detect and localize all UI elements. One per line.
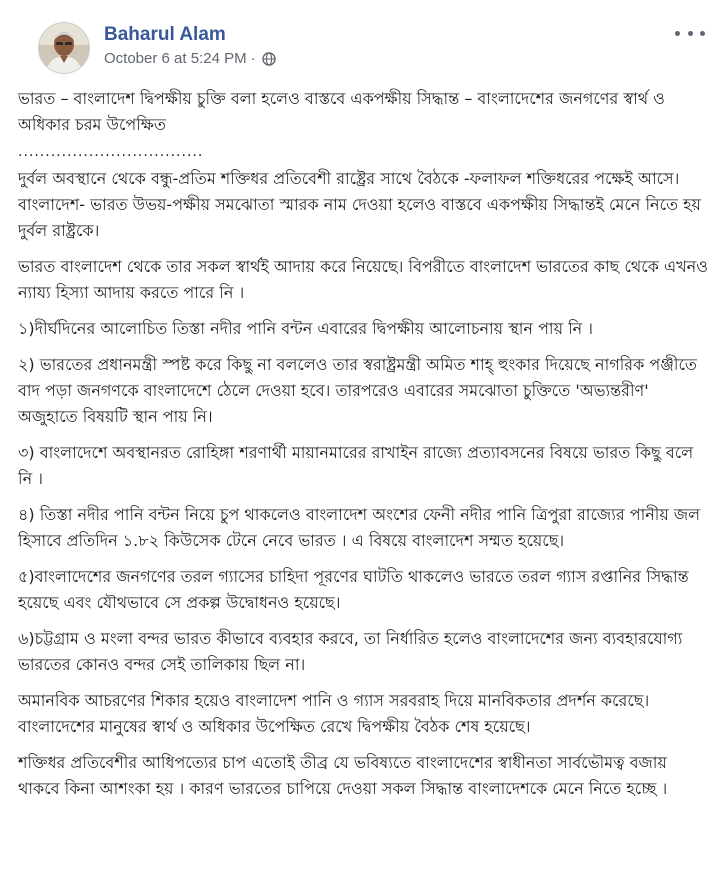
avatar-portrait-icon: [39, 23, 89, 73]
post-header: [18, 0, 711, 80]
post-title: ভারত – বাংলাদেশ দ্বিপক্ষীয় চুক্তি বলা হলেও বাস্তবে একপক্ষীয় সিদ্ধান্ত – বাংলাদেশের জনগণের স্বার্থ ও অধিকার চরম উপেক্ষিত: [18, 89, 665, 134]
paragraph-point-3: ৩) বাংলাদেশে অবস্থানরত রোহিঙ্গা শরণার্থী মায়ানমারের রাখাইন রাজ্যে প্রত্যাবসনের বিষয়ে ভারত কিছু বলে নি ।: [18, 443, 694, 488]
ellipsis-icon: [688, 31, 693, 36]
author-avatar[interactable]: [38, 22, 90, 74]
more-options-button[interactable]: [675, 24, 705, 42]
paragraph-point-5: ৫)বাংলাদেশের জনগণের তরল গ্যাসের চাহিদা পূরণের ঘাটতি থাকলেও ভারতে তরল গ্যাস রপ্তানির সিদ্ধান্ত হয়েছে এবং যৌথভাবে সে প্রকল্প উদ্বোধনও হয়েছে।: [18, 567, 689, 612]
ellipsis-icon: [675, 31, 680, 36]
meta-separator: ·: [250, 50, 256, 67]
paragraph-conclusion-2: শক্তিধর প্রতিবেশীর আধিপত্যের চাপ এতোই তীব্র যে ভবিষ্যতে বাংলাদেশের স্বাধীনতা সার্বভৌমত্ব বজায় থাকবে কিনা আশংকা হয় । কারণ ভারতের চাপিয়ে দেওয়া সকল সিদ্ধান্ত বাংলাদেশকে মেনে নিতে হচ্ছে ।: [18, 753, 668, 798]
dotted-separator: ..................................: [18, 144, 204, 160]
globe-icon[interactable]: [262, 52, 276, 66]
paragraph-point-6: ৬)চট্টগ্রাম ও মংলা বন্দর ভারত কীভাবে ব্যবহার করবে, তা নির্ধারিত হলেও বাংলাদেশের জন্য ব্যবহারযোগ্য ভারতের কোনও বন্দর সেই তালিকায় ছিল না।: [18, 629, 683, 674]
post-body: [18, 80, 711, 802]
paragraph-summary: ভারত বাংলাদেশ থেকে তার সকল স্বার্থই আদায় করে নিয়েছে। বিপরীতে বাংলাদেশ ভারতের কাছ থেকে এখনও ন্যায্য হিস্যা আদায় করতে পারে নি ।: [18, 257, 708, 302]
paragraph-point-4: ৪) তিস্তা নদীর পানি বন্টন নিয়ে চুপ থাকলেও বাংলাদেশ অংশের ফেনী নদীর পানি ত্রিপুরা রাজ্যের পানীয় জল হিসাবে প্রতিদিন ১.৮২ কিউসেক টেনে নেবে ভারত । এ বিষয়ে বাংলাদেশ সম্মত হয়েছে।: [18, 505, 701, 550]
paragraph-intro: দুর্বল অবস্থানে থেকে বন্ধু-প্রতিম শক্তিধর প্রতিবেশী রাষ্ট্রের সাথে বৈঠকে ‐ফলাফল শক্তিধরের পক্ষেই আসে। বাংলাদেশ- ভারত উভয়-পক্ষীয় সমঝোতা স্মারক নাম দেওয়া হলেও বাস্তবে একপক্ষীয় সিদ্ধান্তই মেনে নিতে হয় দুর্বল রাষ্ট্রকে।: [18, 169, 701, 240]
paragraph-conclusion-1: অমানবিক আচরণের শিকার হয়েও বাংলাদেশ পানি ও গ্যাস সরবরাহ দিয়ে মানবিকতার প্রদর্শন করেছে। বাংলাদেশের মানুষের স্বার্থ ও অধিকার উপেক্ষিত রেখে দ্বিপক্ষীয় বৈঠক শেষ হয়েছে।: [18, 691, 650, 736]
post-timestamp[interactable]: October 6 at 5:24 PM: [104, 50, 247, 67]
ellipsis-icon: [700, 31, 705, 36]
post-meta: [104, 50, 276, 67]
paragraph-point-2: ২) ভারতের প্রধানমন্ত্রী স্পষ্ট করে কিছু না বললেও তার স্বরাষ্ট্রমন্ত্রী অমিত শাহ্ হুংকার দিয়েছে নাগরিক পঞ্জীতে বাদ পড়া জনগণকে বাংলাদেশে ঠেলে দেওয়া হবে। তারপরেও এবারের সমঝোতা চুক্তিতে 'অভ্যন্তরীণ' অজুহাতে বিষয়টি স্থান পায় নি।: [18, 355, 697, 426]
paragraph-point-1: ১)দীর্ঘদিনের আলোচিত তিস্তা নদীর পানি বন্টন এবারের দ্বিপক্ষীয় আলোচনায় স্থান পায় নি ।: [18, 319, 594, 338]
author-name[interactable]: Baharul Alam: [104, 24, 226, 45]
